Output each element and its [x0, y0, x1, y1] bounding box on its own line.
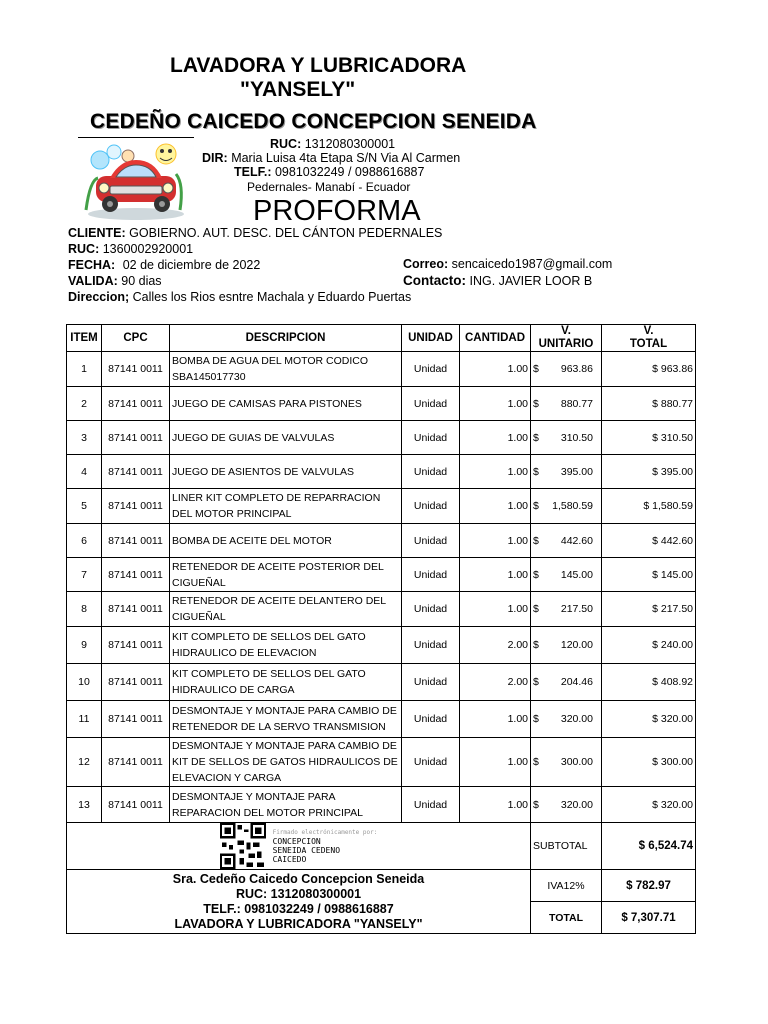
row-total: $ 240.00 — [602, 627, 696, 664]
client-ruc-value: 1360002920001 — [102, 242, 194, 256]
car-wash-logo-icon — [80, 140, 192, 222]
col-header-item: ITEM — [67, 325, 102, 352]
row-total: $ 217.50 — [602, 592, 696, 627]
row-unit-price-value: 320.00 — [560, 798, 593, 811]
row-unit-price-value: 1,580.59 — [552, 500, 593, 512]
table-row — [67, 627, 696, 664]
row-cpc: 87141 0011 — [102, 352, 170, 387]
row-unit-price-currency: $ — [533, 676, 539, 688]
row-unit: Unidad — [402, 592, 460, 627]
row-unit-price — [531, 558, 602, 592]
row-unit-price-value: 320.00 — [560, 713, 593, 725]
row-description: KIT COMPLETO DE SELLOS DEL GATO HIDRAULICO DE CARGA — [170, 664, 402, 701]
table-row — [67, 701, 696, 738]
row-quantity: 1.00 — [460, 387, 531, 421]
row-total: $ 320.00 — [602, 787, 696, 823]
row-total: $ 880.77 — [602, 387, 696, 421]
row-unit-price — [531, 352, 602, 387]
client-value: GOBIERNO. AUT. DESC. DEL CÁNTON PEDERNALES — [129, 226, 443, 240]
row-description: JUEGO DE ASIENTOS DE VALVULAS — [170, 455, 402, 489]
col-header-cantidad: CANTIDAD — [460, 325, 531, 352]
client-label: CLIENTE: — [68, 226, 126, 240]
col-header-descripcion: DESCRIPCION — [170, 325, 402, 352]
table-row — [67, 489, 696, 524]
row-unit-price — [531, 701, 602, 738]
client-address-row — [68, 290, 411, 304]
row-unit: Unidad — [402, 455, 460, 489]
row-unit-price-currency: $ — [533, 639, 539, 651]
header-ruc-value: 1312080300001 — [304, 137, 396, 151]
header-location: Pedernales- Manabí - Ecuador — [247, 180, 411, 194]
owner-name: CEDEÑO CAICEDO CONCEPCION SENEIDA — [90, 110, 537, 133]
total-value: $ 7,307.71 — [602, 902, 696, 934]
row-unit: Unidad — [402, 701, 460, 738]
row-unit-price-currency: $ — [533, 798, 539, 811]
row-unit: Unidad — [402, 352, 460, 387]
validity-row — [68, 274, 162, 288]
row-cpc: 87141 0011 — [102, 524, 170, 558]
document-title: PROFORMA — [253, 195, 421, 227]
row-unit-price-currency: $ — [533, 603, 539, 615]
issuer-ruc: RUC: 1312080300001 — [235, 886, 362, 901]
row-quantity: 1.00 — [460, 701, 531, 738]
col-header-vunitario-1: V. — [561, 325, 571, 337]
signature-cell — [67, 823, 531, 870]
table-row — [67, 352, 696, 387]
row-description: DESMONTAJE Y MONTAJE PARA CAMBIO DE KIT DE SELLOS DE GATOS HIDRAULICOS DE ELEVACION Y CARGA — [170, 738, 402, 787]
signature-caption: Firmado electrónicamente por: — [272, 829, 378, 836]
row-unit-price-currency: $ — [533, 534, 539, 547]
row-unit: Unidad — [402, 787, 460, 823]
row-unit: Unidad — [402, 524, 460, 558]
header-ruc — [270, 137, 395, 151]
total-label: TOTAL — [531, 902, 602, 934]
row-unit: Unidad — [402, 738, 460, 787]
row-item: 7 — [67, 558, 102, 592]
client-ruc-row — [68, 242, 193, 256]
row-unit-price-value: 217.50 — [560, 603, 593, 615]
table-header-row — [67, 325, 696, 352]
subtotal-row — [67, 823, 696, 870]
issuer-box — [67, 870, 531, 934]
row-total: $ 963.86 — [602, 352, 696, 387]
subtotal-label: SUBTOTAL — [531, 823, 602, 870]
row-total: $ 145.00 — [602, 558, 696, 592]
row-quantity: 2.00 — [460, 627, 531, 664]
row-description: DESMONTAJE Y MONTAJE PARA REPARACION DEL MOTOR PRINCIPAL — [170, 787, 402, 823]
row-cpc: 87141 0011 — [102, 387, 170, 421]
row-item: 1 — [67, 352, 102, 387]
qr-code-icon — [220, 823, 266, 869]
row-unit-price-value: 395.00 — [560, 465, 593, 478]
row-description: DESMONTAJE Y MONTAJE PARA CAMBIO DE RETENEDOR DE LA SERVO TRANSMISION — [170, 701, 402, 738]
row-unit-price — [531, 627, 602, 664]
signature-line1: CONCEPCION — [272, 837, 321, 846]
row-total: $ 395.00 — [602, 455, 696, 489]
row-item: 5 — [67, 489, 102, 524]
row-description: LINER KIT COMPLETO DE REPARRACION DEL MOTOR PRINCIPAL — [170, 489, 402, 524]
row-cpc: 87141 0011 — [102, 558, 170, 592]
header-rule — [78, 137, 194, 138]
row-item: 8 — [67, 592, 102, 627]
row-unit-price-currency: $ — [533, 568, 539, 581]
row-unit-price-currency: $ — [533, 397, 539, 410]
table-row — [67, 387, 696, 421]
validity-label: VALIDA: — [68, 274, 118, 288]
contact-row — [403, 273, 592, 288]
row-description: KIT COMPLETO DE SELLOS DEL GATO HIDRAULICO DE ELEVACION — [170, 627, 402, 664]
row-unit-price-currency: $ — [533, 500, 539, 512]
row-unit: Unidad — [402, 489, 460, 524]
row-description: BOMBA DE ACEITE DEL MOTOR — [170, 524, 402, 558]
row-unit: Unidad — [402, 627, 460, 664]
date-row — [68, 258, 260, 272]
table-row — [67, 524, 696, 558]
table-row — [67, 455, 696, 489]
row-description: JUEGO DE CAMISAS PARA PISTONES — [170, 387, 402, 421]
row-description: JUEGO DE GUIAS DE VALVULAS — [170, 421, 402, 455]
header-ruc-label: RUC: — [270, 137, 302, 151]
row-item: 12 — [67, 738, 102, 787]
row-unit-price-value: 204.46 — [560, 676, 593, 688]
row-description: RETENEDOR DE ACEITE DELANTERO DEL CIGUEÑAL — [170, 592, 402, 627]
row-unit-price — [531, 787, 602, 823]
row-unit-price-value: 145.00 — [560, 568, 593, 581]
table-row — [67, 558, 696, 592]
row-cpc: 87141 0011 — [102, 738, 170, 787]
row-unit-price — [531, 524, 602, 558]
header-dir-value: Maria Luisa 4ta Etapa S/N Via Al Carmen — [231, 151, 461, 165]
row-unit-price-currency: $ — [533, 465, 539, 478]
signature-line3: CAICEDO — [272, 855, 307, 864]
client-address-label: Direccion; — [68, 290, 130, 304]
header-phone — [234, 165, 424, 179]
items-table — [66, 324, 696, 934]
row-quantity: 1.00 — [460, 592, 531, 627]
row-item: 13 — [67, 787, 102, 823]
row-unit-price — [531, 455, 602, 489]
signature-line2: SENEIDA CEDENO — [272, 846, 341, 855]
row-item: 6 — [67, 524, 102, 558]
company-name-line1: LAVADORA Y LUBRICADORA — [170, 54, 467, 77]
row-quantity: 1.00 — [460, 455, 531, 489]
header-tel-label: TELF.: — [234, 165, 272, 179]
row-cpc: 87141 0011 — [102, 627, 170, 664]
issuer-name: Sra. Cedeño Caicedo Concepcion Seneida — [172, 871, 425, 886]
client-address-value: Calles los Rios esntre Machala y Eduardo Puertas — [132, 290, 412, 304]
row-unit-price-currency: $ — [533, 713, 539, 725]
col-header-unidad: UNIDAD — [402, 325, 460, 352]
row-quantity: 1.00 — [460, 489, 531, 524]
issuer-company: LAVADORA Y LUBRICADORA "YANSELY" — [174, 916, 423, 931]
row-total: $ 320.00 — [602, 701, 696, 738]
row-unit-price-value: 963.86 — [560, 363, 593, 375]
row-unit-price — [531, 664, 602, 701]
electronic-signature — [273, 828, 378, 864]
company-name-line2: "YANSELY" — [240, 78, 356, 101]
row-unit-price-value: 442.60 — [560, 534, 593, 547]
row-quantity: 1.00 — [460, 421, 531, 455]
row-unit-price — [531, 387, 602, 421]
row-unit-price — [531, 421, 602, 455]
row-item: 9 — [67, 627, 102, 664]
row-cpc: 87141 0011 — [102, 455, 170, 489]
row-item: 3 — [67, 421, 102, 455]
row-unit-price-value: 880.77 — [560, 397, 593, 410]
col-header-vtotal — [602, 325, 696, 352]
row-unit: Unidad — [402, 664, 460, 701]
row-total: $ 1,580.59 — [602, 489, 696, 524]
col-header-vunitario-2: UNITARIO — [538, 338, 594, 350]
row-total: $ 300.00 — [602, 738, 696, 787]
contact-value: ING. JAVIER LOOR B — [469, 274, 593, 288]
row-quantity: 1.00 — [460, 787, 531, 823]
row-cpc: 87141 0011 — [102, 489, 170, 524]
row-item: 2 — [67, 387, 102, 421]
row-quantity: 1.00 — [460, 524, 531, 558]
validity-value: 90 dias — [121, 274, 162, 288]
iva-label: IVA12% — [531, 870, 602, 902]
row-unit: Unidad — [402, 558, 460, 592]
header-dir-label: DIR: — [202, 151, 228, 165]
table-row — [67, 421, 696, 455]
issuer-phone: TELF.: 0981032249 / 0988616887 — [203, 901, 394, 916]
row-cpc: 87141 0011 — [102, 421, 170, 455]
col-header-vunitario — [531, 325, 602, 352]
email-row — [403, 257, 612, 271]
col-header-cpc: CPC — [102, 325, 170, 352]
row-unit-price-value: 310.50 — [560, 431, 593, 444]
table-row — [67, 787, 696, 823]
row-item: 10 — [67, 664, 102, 701]
header-tel-value: 0981032249 / 0988616887 — [274, 165, 425, 179]
client-name-row — [68, 226, 442, 240]
row-cpc: 87141 0011 — [102, 592, 170, 627]
row-unit: Unidad — [402, 387, 460, 421]
row-total: $ 408.92 — [602, 664, 696, 701]
email-value: sencaicedo1987@gmail.com — [451, 257, 613, 271]
row-unit: Unidad — [402, 421, 460, 455]
header-address — [202, 151, 460, 165]
table-row — [67, 664, 696, 701]
col-header-vtotal-2: TOTAL — [629, 338, 668, 350]
date-value: 02 de diciembre de 2022 — [122, 258, 261, 272]
client-ruc-label: RUC: — [68, 242, 100, 256]
row-cpc: 87141 0011 — [102, 701, 170, 738]
row-cpc: 87141 0011 — [102, 664, 170, 701]
row-unit-price — [531, 738, 602, 787]
row-quantity: 2.00 — [460, 664, 531, 701]
email-label: Correo: — [403, 257, 449, 271]
row-total: $ 310.50 — [602, 421, 696, 455]
iva-row — [67, 870, 696, 902]
row-unit-price-currency: $ — [533, 756, 539, 768]
row-quantity: 1.00 — [460, 738, 531, 787]
row-unit-price-value: 120.00 — [560, 639, 593, 651]
table-row — [67, 738, 696, 787]
iva-value: $ 782.97 — [602, 870, 696, 902]
row-unit-price-value: 300.00 — [560, 756, 593, 768]
date-label: FECHA: — [68, 258, 116, 272]
contact-label: Contacto: — [403, 273, 466, 288]
row-quantity: 1.00 — [460, 558, 531, 592]
row-quantity: 1.00 — [460, 352, 531, 387]
col-header-vtotal-1: V. — [643, 325, 654, 337]
row-unit-price-currency: $ — [533, 363, 539, 375]
row-total: $ 442.60 — [602, 524, 696, 558]
table-row — [67, 592, 696, 627]
row-unit-price — [531, 592, 602, 627]
row-unit-price — [531, 489, 602, 524]
row-item: 11 — [67, 701, 102, 738]
row-description: RETENEDOR DE ACEITE POSTERIOR DEL CIGUEÑAL — [170, 558, 402, 592]
row-unit-price-currency: $ — [533, 431, 539, 444]
row-item: 4 — [67, 455, 102, 489]
row-cpc: 87141 0011 — [102, 787, 170, 823]
row-description: BOMBA DE AGUA DEL MOTOR CODICO SBA145017730 — [170, 352, 402, 387]
subtotal-value: $ 6,524.74 — [602, 823, 696, 870]
